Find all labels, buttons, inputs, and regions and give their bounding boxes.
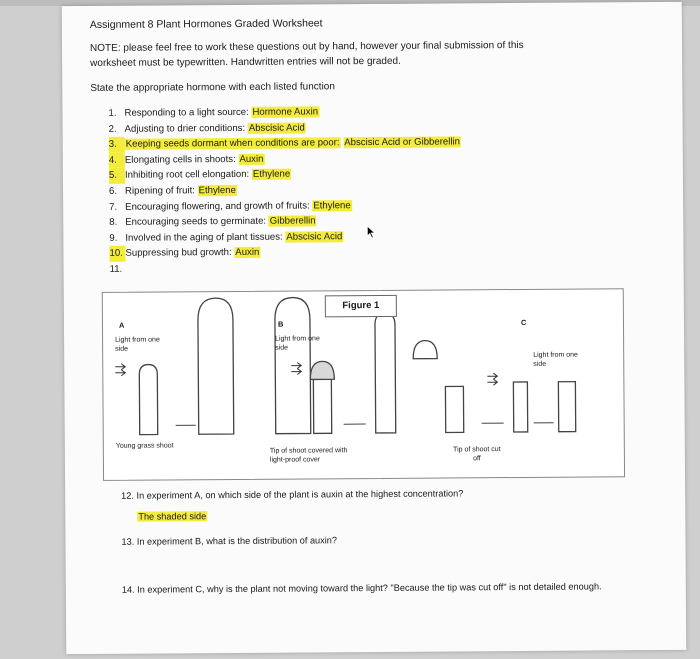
list-item: 5. Inhibiting root cell elongation: Ethylene	[109, 166, 461, 184]
light-label-a: Light from one side	[115, 336, 160, 353]
caption-c: Tip of shoot cut off	[453, 446, 501, 462]
answer-highlight: Abscisic Acid or Gibberellin	[344, 136, 461, 149]
question-14: 14. In experiment C, why is the plant not moving toward the light? "Because the tip was cut off" is not detailed enough.	[121, 581, 602, 595]
caption-a: Young grass shoot	[115, 442, 174, 450]
light-arrows-a	[115, 364, 125, 376]
list-item: 6. Ripening of fruit: Ethylene	[109, 184, 236, 197]
list-item: 7. Encouraging flowering, and growth of fruits: Ethylene	[109, 199, 351, 213]
caption-b: Tip of shoot covered with light-proof cover	[269, 447, 348, 464]
answer-highlight: Ethylene	[198, 184, 236, 197]
worksheet-title: Assignment 8 Plant Hormones Graded Worksheet	[89, 17, 323, 31]
answer-highlight: Gibberellin	[269, 215, 316, 227]
question-13: 13. In experiment B, what is the distribution of auxin?	[121, 535, 338, 547]
shoot-c-tall	[375, 313, 396, 433]
answer-highlight: Abscisic Acid	[286, 230, 343, 243]
list-item: 10. Suppressing bud growth: Auxin	[109, 244, 461, 262]
worksheet-page	[62, 2, 687, 654]
label-c: C	[520, 317, 527, 327]
list-item: 1. Responding to a light source: Hormone Auxin	[108, 106, 319, 119]
list-item: 11.	[109, 263, 123, 275]
list-item: 9. Involved in the aging of plant tissues: Abscisic Acid	[109, 230, 343, 244]
label-b: B	[277, 319, 284, 329]
answer-highlight: Ethylene	[313, 199, 351, 211]
light-label-c: Light from one side	[533, 351, 578, 368]
shoot-c-cut	[445, 386, 463, 432]
answer-12: The shaded side	[138, 511, 207, 522]
figure-title: Figure 1	[325, 295, 397, 318]
answer-highlight: Abscisic Acid	[248, 122, 305, 134]
light-arrows-c	[487, 373, 497, 385]
answer-highlight: Auxin	[235, 247, 260, 259]
answer-highlight: Ethylene	[252, 168, 291, 181]
list-item: 2. Adjusting to drier conditions: Abscisic Acid	[108, 122, 305, 135]
answer-highlight: Auxin	[239, 153, 264, 165]
answer-highlight: Hormone Auxin	[252, 106, 319, 118]
submission-note: NOTE: please feel free to work these questions out by hand, however your final submission of this worksheet must be typewritten. Handwritten entries will not be graded.	[90, 39, 524, 69]
hormone-list	[108, 103, 461, 277]
shoot-a-small	[139, 365, 157, 435]
question-12: 12. In experiment A, on which side of the plant is auxin at the highest concentration?	[121, 488, 464, 501]
figure-drawing	[103, 289, 624, 480]
list-item: 3. Keeping seeds dormant when conditions are poor: Abscisic Acid or Gibberellin	[109, 135, 461, 153]
figure-1	[102, 288, 625, 481]
shoot-c-final	[513, 382, 527, 432]
instruction: State the appropriate hormone with each listed function	[90, 81, 335, 94]
list-item: 8. Encouraging seeds to germinate: Gibberellin	[109, 215, 316, 229]
cover-b-cap	[310, 361, 334, 379]
light-label-b: Light from one side	[275, 335, 320, 352]
mouse-pointer-icon	[366, 225, 376, 239]
label-a: A	[118, 320, 125, 330]
shoot-a-tall	[198, 298, 234, 434]
list-item: 4. Elongating cells in shoots: Auxin	[109, 150, 461, 168]
shoot-c-final-2	[558, 382, 575, 432]
cut-tip-c	[413, 341, 437, 359]
shoot-b-small	[313, 379, 331, 433]
